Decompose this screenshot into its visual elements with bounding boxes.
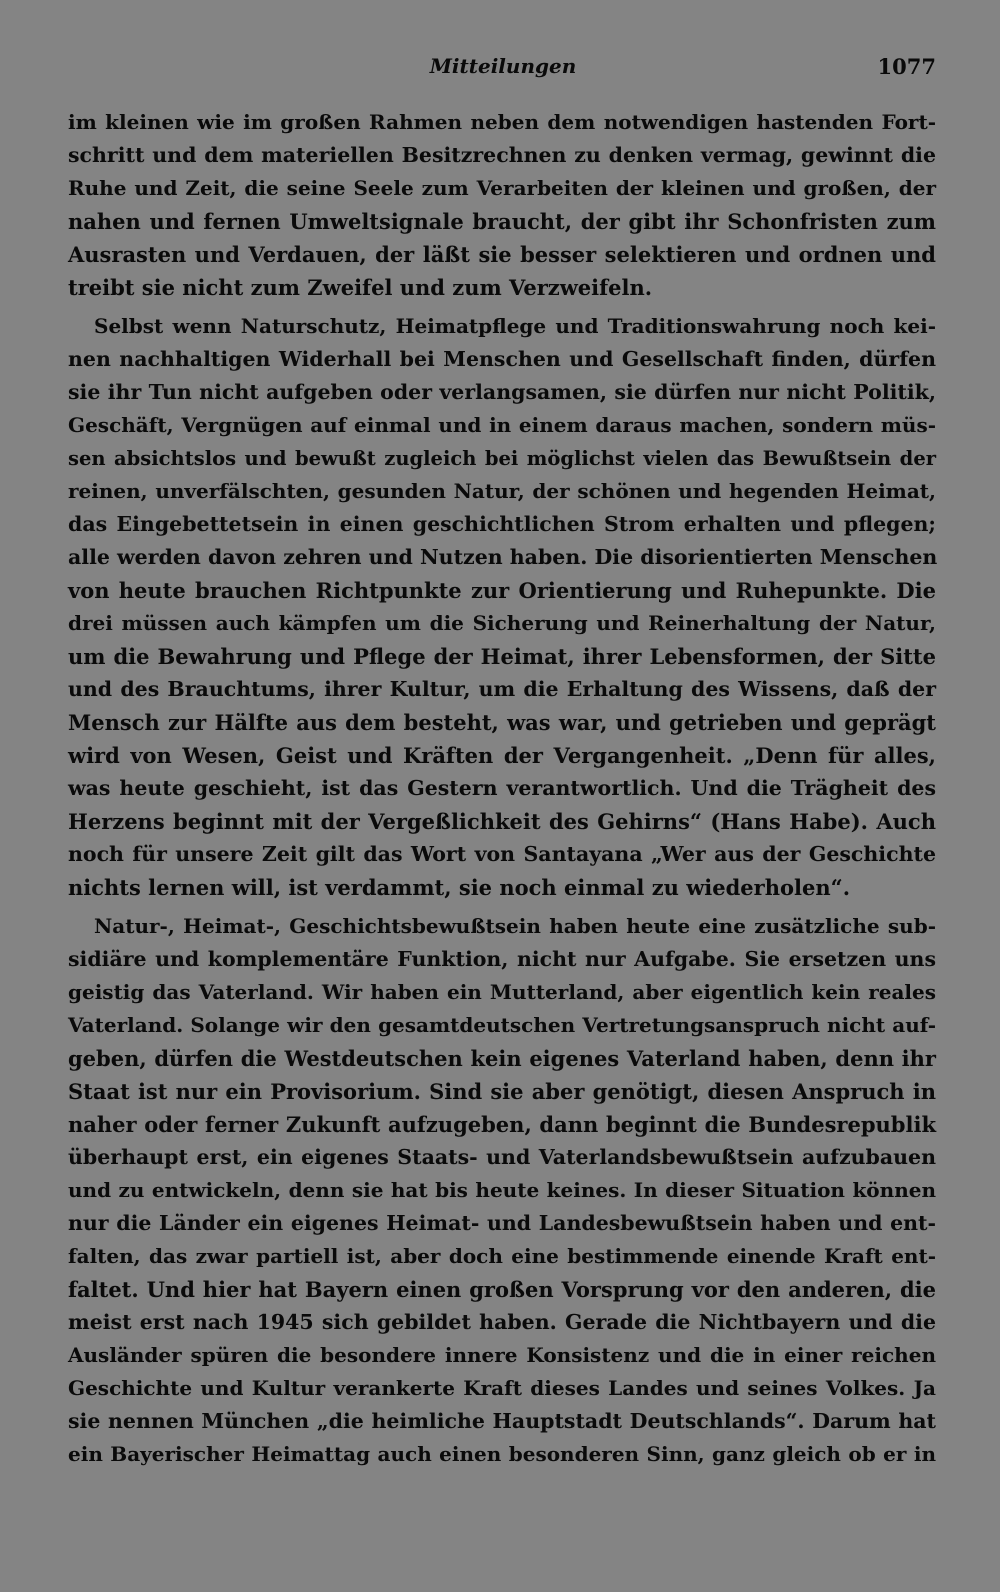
text-line: wird von Wesen, Geist und Kräften der Vergangenheit. „Denn für alles, xyxy=(68,743,936,768)
text-line: überhaupt erst, ein eigenes Staats- und Vaterlandsbewußtsein aufzubauen xyxy=(68,1145,936,1169)
text-line: nichts lernen will, ist verdammt, sie noch einmal zu wiederholen“. xyxy=(68,875,851,900)
text-line: nahen und fernen Umweltsignale braucht, der gibt ihr Schonfristen zum xyxy=(68,209,936,234)
text-line: Vaterland. Solange wir den gesamtdeutschen Vertretungsanspruch nicht auf- xyxy=(68,1013,936,1037)
text-line: Ruhe und Zeit, die seine Seele zum Verarbeiten der kleinen und großen, der xyxy=(68,176,936,200)
text-line: reinen, unverfälschten, gesunden Natur, der schönen und hegenden Heimat, xyxy=(68,479,936,503)
text-line: drei müssen auch kämpfen um die Sicherung und Reinerhaltung der Natur, xyxy=(68,611,936,635)
text-line: sie ihr Tun nicht aufgeben oder verlangsamen, sie dürfen nur nicht Politik, xyxy=(68,380,936,404)
text-line: sidiäre und komplementäre Funktion, nicht nur Aufgabe. Sie ersetzen uns xyxy=(68,947,936,971)
text-line: falten, das zwar partiell ist, aber doch eine bestimmende einende Kraft ent- xyxy=(68,1244,936,1268)
text-line: Staat ist nur ein Provisorium. Sind sie aber genötigt, diesen Anspruch in xyxy=(68,1079,936,1104)
text-line: und des Brauchtums, ihrer Kultur, um die Erhaltung des Wissens, daß der xyxy=(68,677,936,701)
text-line: faltet. Und hier hat Bayern einen großen Vorsprung vor den anderen, die xyxy=(68,1277,936,1302)
text-line: meist erst nach 1945 sich gebildet haben. Gerade die Nichtbayern und die xyxy=(68,1310,936,1334)
text-line: im kleinen wie im großen Rahmen neben dem notwendigen hastenden Fort- xyxy=(68,110,936,134)
text-line: Geschichte und Kultur verankerte Kraft dieses Landes und seines Volkes. Ja xyxy=(68,1376,936,1400)
text-line: Geschäft, Vergnügen auf einmal und in einem daraus machen, sondern müs- xyxy=(68,413,936,437)
text-line: Ausrasten und Verdauen, der läßt sie besser selektieren und ordnen und xyxy=(68,242,936,267)
text-line: alle werden davon zehren und Nutzen haben. Die disorientierten Menschen xyxy=(68,545,938,569)
text-line: naher oder ferner Zukunft aufzugeben, dann beginnt die Bundesrepublik xyxy=(68,1112,936,1137)
text-line: und zu entwickeln, denn sie hat bis heute keines. In dieser Situation können xyxy=(68,1178,936,1202)
text-line: um die Bewahrung und Pflege der Heimat, ihrer Lebensformen, der Sitte xyxy=(68,644,936,669)
text-line: ein Bayerischer Heimattag auch einen besonderen Sinn, ganz gleich ob er in xyxy=(68,1442,936,1466)
text-line: sie nennen München „die heimliche Hauptstadt Deutschlands“. Darum hat xyxy=(68,1409,936,1433)
text-line: Selbst wenn Naturschutz, Heimatpflege und Traditionswahrung noch kei- xyxy=(94,314,936,338)
text-line: geistig das Vaterland. Wir haben ein Mutterland, aber eigentlich kein reales xyxy=(68,980,936,1004)
running-title: Mitteilungen xyxy=(429,54,577,78)
text-line: nur die Länder ein eigenes Heimat- und Landesbewußtsein haben und ent- xyxy=(68,1211,936,1235)
text-line: noch für unsere Zeit gilt das Wort von Santayana „Wer aus der Geschichte xyxy=(68,842,936,866)
text-line: das Eingebettetsein in einen geschichtlichen Strom erhalten und pflegen; xyxy=(68,512,936,536)
paragraph xyxy=(68,310,936,904)
text-line: was heute geschieht, ist das Gestern verantwortlich. Und die Trägheit des xyxy=(68,776,936,800)
body-text xyxy=(68,106,936,1477)
text-line: geben, dürfen die Westdeutschen kein eigenes Vaterland haben, denn ihr xyxy=(68,1046,936,1071)
page-number: 1077 xyxy=(877,54,936,79)
paragraph xyxy=(68,106,936,304)
text-line: Mensch zur Hälfte aus dem besteht, was war, und getrieben und geprägt xyxy=(68,710,936,735)
text-line: Natur-, Heimat-, Geschichtsbewußtsein haben heute eine zusätzliche sub- xyxy=(94,914,936,938)
text-line: treibt sie nicht zum Zweifel und zum Verzweifeln. xyxy=(68,275,653,300)
text-line: Ausländer spüren die besondere innere Konsistenz und die in einer reichen xyxy=(68,1343,936,1367)
text-line: von heute brauchen Richtpunkte zur Orientierung und Ruhepunkte. Die xyxy=(68,578,936,603)
text-line: nen nachhaltigen Widerhall bei Menschen und Gesellschaft finden, dürfen xyxy=(68,347,936,371)
text-line: sen absichtslos und bewußt zugleich bei möglichst vielen das Bewußtsein der xyxy=(68,447,936,470)
page-header xyxy=(70,50,936,86)
text-line: schritt und dem materiellen Besitzrechnen zu denken vermag, gewinnt die xyxy=(68,143,936,167)
paragraph xyxy=(68,910,936,1471)
text-line: Herzens beginnt mit der Vergeßlichkeit des Gehirns“ (Hans Habe). Auch xyxy=(68,809,936,834)
